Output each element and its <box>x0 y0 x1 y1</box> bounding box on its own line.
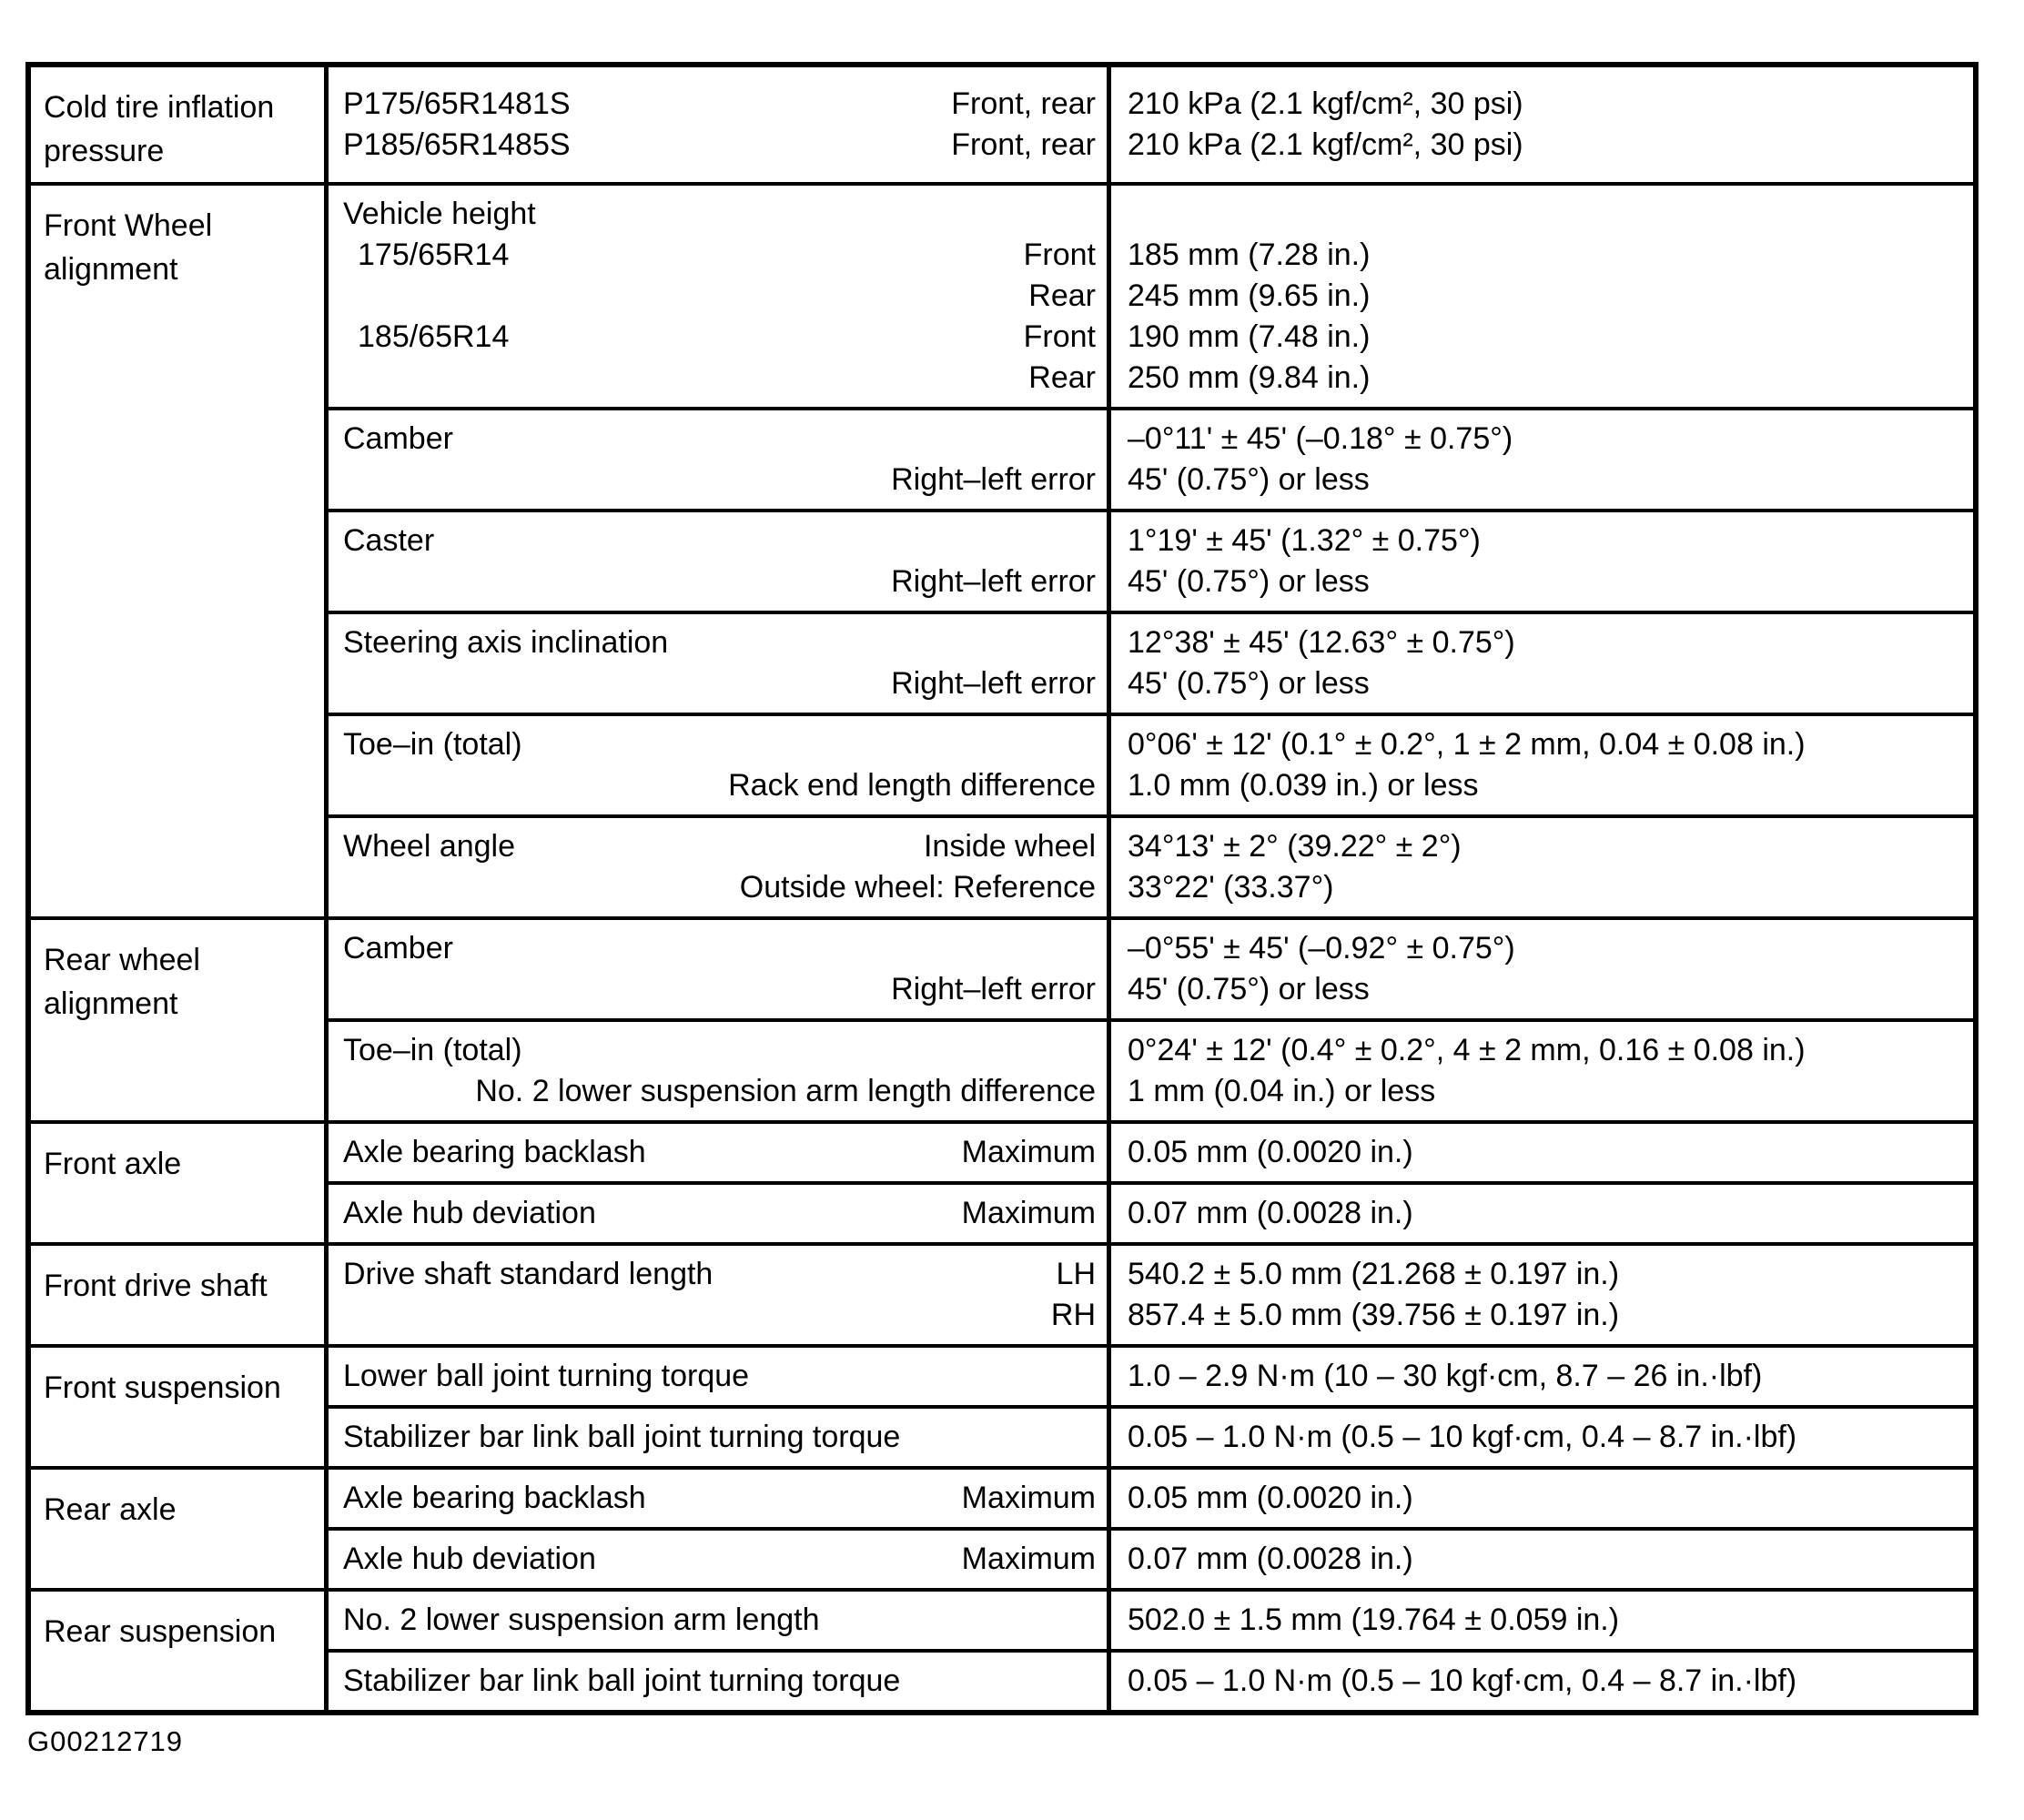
item-cell <box>329 410 1111 509</box>
item-line <box>343 1661 1096 1702</box>
section-rows <box>329 67 1973 182</box>
item-line <box>343 1071 1096 1112</box>
value-text: 45' (0.75°) or less <box>1128 972 1370 1006</box>
item-cell <box>329 614 1111 713</box>
item-line <box>343 928 1096 969</box>
category-text: Rear suspension <box>44 1614 277 1649</box>
section-row <box>31 1588 1973 1710</box>
section-rows <box>329 1246 1973 1344</box>
spec-row <box>329 1246 1973 1344</box>
category-text: Front suspension <box>44 1370 281 1405</box>
item-line <box>343 561 1096 602</box>
item-label: Wheel angle <box>343 829 516 864</box>
item-line <box>343 765 1096 806</box>
spec-row <box>329 1405 1973 1466</box>
item-line <box>343 276 1096 317</box>
value-cell <box>1111 186 1973 407</box>
item-cell <box>329 716 1111 814</box>
category-cell <box>31 186 329 916</box>
item-line <box>343 1193 1096 1234</box>
item-line <box>343 826 1096 867</box>
item-line <box>343 1030 1096 1071</box>
spec-row <box>329 407 1973 509</box>
section-row <box>31 1242 1973 1344</box>
value-text: 0.05 – 1.0 N·m (0.5 – 10 kgf·cm, 0.4 – 8.7 in.·lbf) <box>1128 1663 1797 1698</box>
item-cell <box>329 1531 1111 1588</box>
category-text: Rear axle <box>44 1492 177 1527</box>
item-label: Caster <box>343 523 435 558</box>
value-text: 45' (0.75°) or less <box>1128 462 1370 497</box>
item-line <box>343 1478 1096 1519</box>
value-text: 0°24' ± 12' (0.4° ± 0.2°, 4 ± 2 mm, 0.16 ± 0.08 in.) <box>1128 1033 1806 1067</box>
category-cell <box>31 67 329 182</box>
value-cell <box>1111 1185 1973 1242</box>
category-text: alignment <box>44 986 178 1021</box>
item-label: Lower ball joint turning torque <box>343 1359 750 1393</box>
item-sublabel: Right–left error <box>891 564 1096 599</box>
spec-row <box>329 1592 1973 1649</box>
value-text: 0.05 mm (0.0020 in.) <box>1128 1481 1413 1515</box>
value-text: 502.0 ± 1.5 mm (19.764 ± 0.059 in.) <box>1128 1603 1620 1637</box>
value-cell <box>1111 716 1973 814</box>
spec-row <box>329 713 1973 814</box>
item-sublabel: Maximum <box>961 1196 1096 1230</box>
section-row <box>31 916 1973 1120</box>
item-line <box>343 1417 1096 1458</box>
item-line <box>343 317 1096 358</box>
value-text: 33°22' (33.37°) <box>1128 870 1334 905</box>
value-cell <box>1111 67 1973 182</box>
category-cell <box>31 1592 329 1710</box>
item-line <box>343 460 1096 500</box>
category-text: Front axle <box>44 1147 182 1181</box>
value-text: –0°55' ± 45' (–0.92° ± 0.75°) <box>1128 931 1515 966</box>
item-sublabel: Maximum <box>961 1481 1096 1515</box>
spec-row <box>329 814 1973 916</box>
item-cell <box>329 920 1111 1018</box>
spec-table <box>25 62 1978 1715</box>
category-text: alignment <box>44 252 178 287</box>
value-cell <box>1111 1348 1973 1405</box>
value-cell <box>1111 512 1973 611</box>
value-text: 210 kPa (2.1 kgf/cm², 30 psi) <box>1128 86 1523 121</box>
item-cell <box>329 1409 1111 1466</box>
value-cell <box>1111 1531 1973 1588</box>
value-text: 250 mm (9.84 in.) <box>1128 360 1371 395</box>
category-cell <box>31 1246 329 1344</box>
section-rows <box>329 1592 1973 1710</box>
value-text: 34°13' ± 2° (39.22° ± 2°) <box>1128 829 1462 864</box>
section-rows <box>329 1470 1973 1588</box>
item-sublabel: No. 2 lower suspension arm length difference <box>475 1074 1096 1108</box>
section-rows <box>329 1124 1973 1242</box>
item-line <box>343 663 1096 704</box>
item-label: Camber <box>343 421 453 456</box>
item-sublabel: Rear <box>1028 360 1096 395</box>
section-rows <box>329 920 1973 1120</box>
category-text: Cold tire inflation <box>44 90 275 125</box>
item-line <box>343 419 1096 460</box>
value-text: –0°11' ± 45' (–0.18° ± 0.75°) <box>1128 421 1513 456</box>
spec-row <box>329 509 1973 611</box>
item-sublabel: Front, rear <box>951 86 1096 121</box>
category-cell <box>31 1470 329 1588</box>
item-sublabel: Maximum <box>961 1542 1096 1576</box>
item-sublabel: Front <box>1023 238 1096 272</box>
item-cell <box>329 1185 1111 1242</box>
item-line <box>343 622 1096 663</box>
item-cell <box>329 1246 1111 1344</box>
item-line <box>343 1132 1096 1173</box>
value-text: 185 mm (7.28 in.) <box>1128 238 1371 272</box>
item-label: Drive shaft standard length <box>343 1257 713 1291</box>
value-cell <box>1111 410 1973 509</box>
item-line <box>343 521 1096 561</box>
value-text: 1.0 – 2.9 N·m (10 – 30 kgf·cm, 8.7 – 26 in.·lbf) <box>1128 1359 1763 1393</box>
item-cell <box>329 1653 1111 1710</box>
value-cell <box>1111 614 1973 713</box>
item-label: Stabilizer bar link ball joint turning torque <box>343 1663 901 1698</box>
item-cell <box>329 1022 1111 1120</box>
value-text: 540.2 ± 5.0 mm (21.268 ± 0.197 in.) <box>1128 1257 1620 1291</box>
value-text: 1.0 mm (0.039 in.) or less <box>1128 768 1479 803</box>
value-cell <box>1111 1409 1973 1466</box>
item-sublabel: RH <box>1050 1298 1096 1332</box>
item-sublabel: Rack end length difference <box>728 768 1096 803</box>
item-line <box>343 235 1096 276</box>
item-cell <box>329 1470 1111 1527</box>
spec-row <box>329 1649 1973 1710</box>
value-cell <box>1111 1022 1973 1120</box>
spec-row <box>329 920 1973 1018</box>
item-cell <box>329 186 1111 407</box>
item-sublabel: Inside wheel <box>923 829 1096 864</box>
section-row <box>31 182 1973 916</box>
item-line <box>343 1600 1096 1641</box>
item-label: Toe–in (total) <box>343 727 522 762</box>
value-cell <box>1111 920 1973 1018</box>
item-label: 185/65R14 <box>358 319 510 354</box>
item-cell <box>329 1592 1111 1649</box>
category-text: Front Wheel <box>44 208 213 243</box>
section-rows <box>329 1348 1973 1466</box>
value-text: 245 mm (9.65 in.) <box>1128 278 1371 313</box>
category-cell <box>31 920 329 1120</box>
item-sublabel: Rear <box>1028 278 1096 313</box>
value-cell <box>1111 1592 1973 1649</box>
section-rows <box>329 186 1973 916</box>
item-line <box>343 867 1096 908</box>
section-row <box>31 1344 1973 1466</box>
value-cell <box>1111 1246 1973 1344</box>
item-label: Axle bearing backlash <box>343 1135 646 1169</box>
item-cell <box>329 512 1111 611</box>
spec-row <box>329 1124 1973 1181</box>
item-line <box>343 1356 1096 1397</box>
category-text: Front drive shaft <box>44 1269 268 1303</box>
figure-id-label: G00212719 <box>27 1725 184 1757</box>
value-cell <box>1111 1470 1973 1527</box>
item-cell <box>329 67 1111 182</box>
item-line <box>343 1295 1096 1336</box>
value-cell <box>1111 1653 1973 1710</box>
item-sublabel: Outside wheel: Reference <box>739 870 1096 905</box>
item-label: Vehicle height <box>343 197 536 231</box>
item-line <box>343 84 1096 125</box>
value-text: 190 mm (7.48 in.) <box>1128 319 1371 354</box>
value-text: 45' (0.75°) or less <box>1128 666 1370 701</box>
item-line <box>343 194 1096 235</box>
item-sublabel: Right–left error <box>891 972 1096 1006</box>
item-line <box>343 1539 1096 1580</box>
item-sublabel: Front <box>1023 319 1096 354</box>
category-cell <box>31 1348 329 1466</box>
spec-row <box>329 1348 1973 1405</box>
spec-row <box>329 186 1973 407</box>
spec-row <box>329 1018 1973 1120</box>
value-text: 0.05 – 1.0 N·m (0.5 – 10 kgf·cm, 0.4 – 8.7 in.·lbf) <box>1128 1420 1797 1454</box>
item-sublabel: Front, rear <box>951 127 1096 162</box>
item-label: Toe–in (total) <box>343 1033 522 1067</box>
item-sublabel: Right–left error <box>891 462 1096 497</box>
item-label: Axle hub deviation <box>343 1542 596 1576</box>
item-label: 175/65R14 <box>358 238 510 272</box>
value-text: 0.07 mm (0.0028 in.) <box>1128 1542 1413 1576</box>
section-row <box>31 1120 1973 1242</box>
item-cell <box>329 1348 1111 1405</box>
value-cell <box>1111 1124 1973 1181</box>
item-label: Axle hub deviation <box>343 1196 596 1230</box>
item-cell <box>329 1124 1111 1181</box>
category-text: pressure <box>44 134 165 168</box>
item-line <box>343 969 1096 1010</box>
value-text: 45' (0.75°) or less <box>1128 564 1370 599</box>
value-text: 12°38' ± 45' (12.63° ± 0.75°) <box>1128 625 1515 660</box>
item-line <box>343 1254 1096 1295</box>
item-label: P175/65R1481S <box>343 86 571 121</box>
spec-row <box>329 67 1973 182</box>
section-row <box>31 67 1973 182</box>
item-label: Stabilizer bar link ball joint turning torque <box>343 1420 901 1454</box>
value-cell <box>1111 818 1973 916</box>
value-text: 1°19' ± 45' (1.32° ± 0.75°) <box>1128 523 1481 558</box>
item-sublabel: LH <box>1056 1257 1096 1291</box>
value-text: 857.4 ± 5.0 mm (39.756 ± 0.197 in.) <box>1128 1298 1620 1332</box>
item-cell <box>329 818 1111 916</box>
category-text: Rear wheel <box>44 943 200 977</box>
item-label: Steering axis inclination <box>343 625 669 660</box>
item-label: Camber <box>343 931 453 966</box>
value-text: 0.07 mm (0.0028 in.) <box>1128 1196 1413 1230</box>
item-label: P185/65R1485S <box>343 127 571 162</box>
item-line <box>343 125 1096 166</box>
category-cell <box>31 1124 329 1242</box>
value-text: 210 kPa (2.1 kgf/cm², 30 psi) <box>1128 127 1523 162</box>
item-line <box>343 358 1096 399</box>
section-row <box>31 1466 1973 1588</box>
item-label: No. 2 lower suspension arm length <box>343 1603 820 1637</box>
spec-row <box>329 1470 1973 1527</box>
item-line <box>343 724 1096 765</box>
spec-row <box>329 611 1973 713</box>
value-text <box>1128 194 1964 235</box>
item-label: Axle bearing backlash <box>343 1481 646 1515</box>
value-text: 0°06' ± 12' (0.1° ± 0.2°, 1 ± 2 mm, 0.04 ± 0.08 in.) <box>1128 727 1806 762</box>
item-sublabel: Maximum <box>961 1135 1096 1169</box>
spec-row <box>329 1527 1973 1588</box>
spec-row <box>329 1181 1973 1242</box>
value-text: 0.05 mm (0.0020 in.) <box>1128 1135 1413 1169</box>
item-sublabel: Right–left error <box>891 666 1096 701</box>
value-text: 1 mm (0.04 in.) or less <box>1128 1074 1436 1108</box>
